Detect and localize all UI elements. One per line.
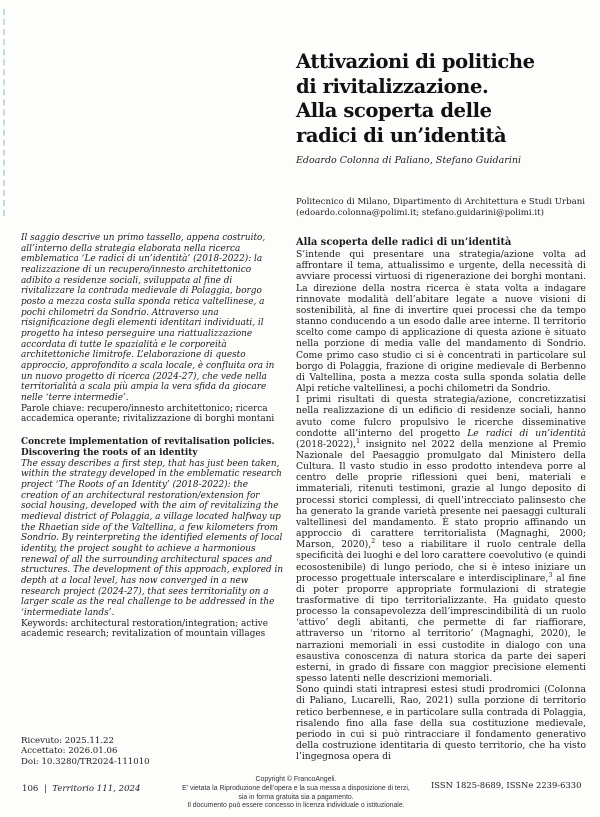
footer-separator: | — [43, 784, 47, 794]
scan-edge-registration-mark — [3, 9, 5, 216]
paragraph-text: al fine di poter proporre appropriate formulazioni di strategie trasformative di tipo territorializzante. Ha guidato questo processo la consapevolezza dell’imprescindibilità di un ruolo ‘attivo’ degli abitanti, che permette di far riaffiorare, attraverso un ‘ritorno al territorio’ (Magnaghi, 2020), le narrazioni memoriali in essi custodite in dialogo con una esaustiva conoscenza di natura storica da parte dei saperi esterni, in grado di fissare con maggior precisione elementi spesso latenti nelle descrizioni memoriali. — [296, 572, 586, 685]
received-date: Ricevuto: 2025.11.22 — [21, 736, 114, 746]
accepted-date: Accettato: 2026.01.06 — [21, 746, 118, 757]
body-column — [296, 237, 586, 762]
copyright-line: Il documento può essere concesso in licenza individuale o istituzionale. — [187, 802, 405, 810]
copyright-line: sia in forma gratuita sia a pagamento. — [238, 793, 354, 801]
english-heading-line: Concrete implementation of revitalisation policies. — [21, 436, 275, 447]
issn: ISSN 1825-8689, ISSNe 2239-6330 — [431, 780, 582, 790]
footnote-marker-3: 3 — [548, 570, 553, 579]
title-line: radici di un’identità — [296, 123, 507, 147]
submission-dates — [21, 736, 285, 767]
title-line: di rivitalizzazione. — [296, 74, 489, 98]
paragraph-text: (2018-2022), — [296, 438, 356, 450]
english-heading-line: Discovering the roots of an identity — [21, 447, 198, 458]
title-line: Alla scoperta delle — [296, 99, 492, 122]
footnote-marker-1: 1 — [355, 436, 361, 445]
authors: Edoardo Colonna di Paliano, Stefano Guidarini — [296, 155, 522, 166]
affiliation-line: Politecnico di Milano, Dipartimento di Architettura e Studi Urbani — [296, 197, 586, 207]
body-paragraph-2 — [296, 394, 586, 684]
paragraph-text: teso a riabilitare il ruolo centrale della specificità dei luoghi e del loro carattere coevolutivo (e quindi ecosostenibile) di lungo periodo, che si è inteso iniziare un processo progettuale interscalare e interdisciplinare, — [296, 539, 586, 584]
title-block — [296, 50, 588, 166]
copyright-line: Copyright © FrancoAngeli. — [255, 776, 337, 783]
copyright-notice — [158, 776, 434, 811]
body-paragraph-3 — [296, 684, 586, 762]
abstract-column — [21, 233, 285, 640]
doi: Doi: 10.3280/TR2024-111010 — [21, 756, 150, 767]
body-paragraph-1 — [296, 249, 586, 394]
project-title-italic: Le radici di un’identità — [467, 427, 587, 439]
abstract-english: The essay describes a first step, that has just been taken, within the strategy developed in the emblematic research project ‘The Roots of an Identity’ (2018-2022): the creation of an architectural restoration/extension for social housing, developed with the aim of revitalizing the medieval district of Polaggia, a village located halfway up the Rhaetian side of the Valtellina, a few kilometers from Sondrio. By reinterpreting the identified elements of local identity, the project sought to achieve a harmonious renewal of all the surrounding architectural spaces and structures. The development of this approach, explored in depth at a local level, has now converged in a new research project (2024-27), that sees territoriality on a larger scale as the real challenge to be addressed in the ‘intermediate lands’. — [21, 458, 284, 618]
keywords-italian: Parole chiave: recupero/innesto architettonico; ricerca accademica operante; rivitalizzazione di borghi montani — [21, 403, 275, 425]
journal-name: Territorio 111, 2024 — [52, 784, 141, 794]
paragraph-text: I primi risultati di questa strategia/azione, concretizzatisi nella realizzazione di un edificio di residenze sociali, hanno avuto come fulcro propulsivo le ricerche disseminative condotte all’interno del progetto — [296, 394, 586, 439]
page-title — [296, 50, 588, 148]
english-abstract-heading — [21, 437, 285, 459]
copyright-line: E’ vietata la Riproduzione dell’opera e la sua messa a disposizione di terzi, — [182, 784, 410, 792]
keywords-english: Keywords: architectural restoration/integration; active academic research; revitalization of mountain villages — [21, 618, 268, 640]
paragraph-text: Sono quindi stati intrapresi estesi studi prodromici (Colonna di Paliano, Lucarelli, Rao, 2021) sulla porzione di territorio retico berbennese, e in particolare sulla contrada di Polaggia, risalendo fino alla fase della sua costituzione medievale, periodo in cui si può rintracciare il fondamento generativo della costruzione identitaria di questo territorio, che ha visto l’ingegnosa opera di — [296, 684, 586, 763]
page-number: 106 — [22, 784, 39, 794]
section-heading: Alla scoperta delle radici di un’identità — [296, 237, 512, 248]
abstract-italian: Il saggio descrive un primo tassello, appena costruito, all’interno della strategia elaborata nella ricerca emblematica ‘Le radici di un’identità’ (2018-2022): la realizzazione di un recupero/innesto architettonico adibito a residenze sociali, sviluppata al fine di rivitalizzare la contrada medievale di Polaggia, borgo posto a mezza costa sulla sponda retica valtellinese, a pochi chilometri da Sondrio. Attraverso una risignificazione degli elementi identitari individuati, il progetto ha inteso perseguire una riattualizzazione accordata di tutte le spazialità e le corporeità architettoniche limitrofe. L’elaborazione di questo approccio, approfondito a scala locale, è confluita ora in un nuovo progetto di ricerca (2024-27), che vede nella territorialità a scala più ampia la vera sfida da giocare nelle ‘terre intermedie’. — [21, 233, 275, 403]
affiliation — [296, 197, 588, 218]
paragraph-text: S’intende qui presentare una strategia/azione volta ad affrontare il tema, attualissimo e urgente, della necessità di avviare processi virtuosi di rigenerazione dei borghi montani. La direzione della nostra ricerca è stata volta a indagare rinnovate modalità dell’abitare legate a nuove visioni di sostenibilità, al fine di invertire quei processi che da tempo stanno conducendo a un esodo dalle aree interne. Il territorio scelto come campo di applicazione di questa azione è situato nella porzione di media valle del mandamento di Sondrio. Come primo caso studio ci si è concentrati in particolare sul borgo di Polaggia, frazione di origine medievale di Berbenno di Valtellina, posta a mezza costa sulla sponda solatia delle Alpi retiche valtellinesi, a pochi chilometri da Sondrio. — [296, 249, 586, 395]
title-line: Attivazioni di politiche — [296, 50, 535, 73]
footer-page-info — [22, 784, 141, 794]
paragraph-text: insignito nel 2022 della menzione al Premio Nazionale del Paesaggio promulgato dal Ministero della Cultura. Il vasto studio in esso prodotto intendeva porre al centro delle proprie riflessioni quei beni, materiali e immateriali, ritenuti testimoni, grazie al lungo deposito di processi storici complessi, di quell’intrecciato palinsesto che ha generato la grande varietà presente nei paesaggi culturali valtellinesi del mandamento. È stato proprio affinando un approccio di carattere territorialista (Magnaghi, 2000; Marson, 2020), — [296, 438, 586, 551]
affiliation-line: (edoardo.colonna@polimi.it; stefano.guidarini@polimi.it) — [296, 207, 544, 218]
footnote-marker-2: 2 — [371, 537, 376, 546]
